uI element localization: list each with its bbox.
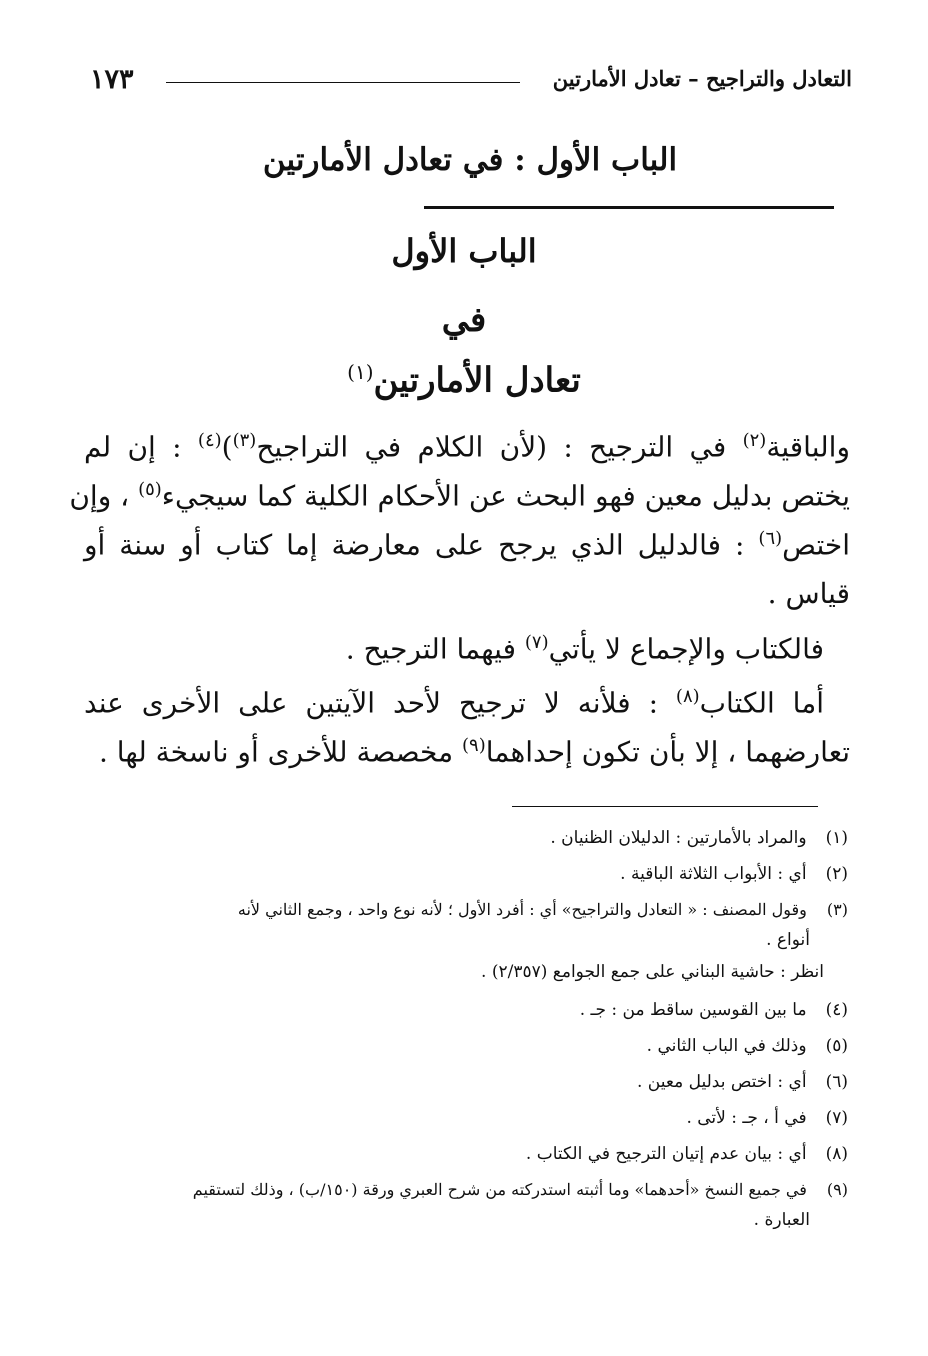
body-text: فيهما الترجيح . bbox=[345, 632, 525, 666]
footnote-text: أي : بيان عدم إتيان الترجيح في الكتاب . bbox=[525, 1144, 807, 1164]
footnote bbox=[82, 1000, 848, 1020]
footnote-number: (٧) bbox=[825, 1108, 848, 1128]
footnote-continuation: انظر : حاشية البناني على جمع الجوامع (٢/٣٥٧) . bbox=[481, 962, 824, 982]
running-head-rule bbox=[166, 82, 520, 83]
footnote-number: (٩) bbox=[826, 1180, 848, 1199]
body-text: : إن لم bbox=[84, 430, 198, 464]
body-line bbox=[84, 528, 850, 561]
footnote bbox=[82, 1108, 848, 1128]
footnote-ref-8: (٨) bbox=[675, 686, 700, 707]
footnote-ref-7: (٧) bbox=[524, 632, 549, 653]
body-text: ، وإن bbox=[69, 479, 139, 513]
footnote-number: (١) bbox=[825, 828, 848, 848]
footnote-number: (٨) bbox=[825, 1144, 848, 1164]
footnote-text: في أ ، جـ : لأتى . bbox=[686, 1108, 807, 1128]
body-text: : فالدليل الذي يرجح على معارضة إما كتاب أو سنة أو bbox=[84, 528, 759, 562]
body-text: يختص بدليل معين فهو البحث عن الأحكام الكلية كما سيجيء bbox=[161, 479, 850, 513]
title-line-3-text: تعادل الأمارتين bbox=[373, 360, 581, 401]
running-head bbox=[78, 66, 852, 100]
body-line bbox=[84, 632, 824, 665]
footnote-text: أي : اختص بدليل معين . bbox=[637, 1072, 807, 1092]
body-line bbox=[69, 479, 850, 513]
footnote-text: ما بين القوسين ساقط من : جـ . bbox=[579, 1000, 807, 1020]
footnote-ref-9: (٩) bbox=[462, 735, 486, 756]
footnote-continuation: أنواع . bbox=[766, 930, 810, 950]
footnote-ref-3: (٣) bbox=[232, 430, 257, 451]
footnote bbox=[82, 828, 848, 848]
footnote-text: والمراد بالأمارتين : الدليلان الظنيان . bbox=[550, 828, 807, 848]
footnote-number: (٢) bbox=[825, 864, 848, 884]
page-number: ١٧٣ bbox=[90, 64, 134, 95]
body-line bbox=[84, 430, 850, 463]
chapter-heading: الباب الأول : في تعادل الأمارتين bbox=[262, 142, 678, 178]
body-text: في الترجيح : (لأن الكلام في التراجيح bbox=[256, 430, 743, 464]
footnote-number: (٤) bbox=[825, 1000, 848, 1020]
footnote bbox=[82, 900, 848, 919]
footnote-text: وذلك في الباب الثاني . bbox=[646, 1036, 807, 1056]
footnote-text: في جميع النسخ «أحدهما» وما أثبته استدركته من شرح العبري ورقة (١٥٠/ب) ، وذلك لتستقيم bbox=[192, 1180, 807, 1199]
footnote-continuation: العبارة . bbox=[753, 1210, 810, 1230]
footnote-ref-6: (٦) bbox=[758, 528, 783, 549]
body-text: ) bbox=[221, 430, 233, 464]
footnote bbox=[82, 864, 848, 884]
footnote-ref-5: (٥) bbox=[138, 479, 162, 500]
footnote bbox=[82, 1180, 848, 1199]
footnote-ref-2: (٢) bbox=[742, 430, 767, 451]
footnote-text: أي : الأبواب الثلاثة الباقية . bbox=[620, 864, 807, 884]
footnote bbox=[82, 1144, 848, 1164]
footnote-number: (٦) bbox=[825, 1072, 848, 1092]
body-line: قياس . bbox=[767, 577, 850, 610]
running-title: التعادل والتراجيح – تعادل الأمارتين bbox=[552, 66, 852, 91]
footnote bbox=[82, 1072, 848, 1092]
body-line bbox=[84, 686, 824, 719]
body-text: أما الكتاب bbox=[699, 686, 824, 720]
body-text: فالكتاب والإجماع لا يأتي bbox=[548, 632, 824, 666]
body-text: : فلأنه لا ترجيح لأحد الآيتين على الأخرى عند bbox=[84, 686, 676, 720]
title-line-2: في bbox=[441, 300, 487, 340]
footnote-number: (٥) bbox=[825, 1036, 848, 1056]
footnote-number: (٣) bbox=[826, 900, 848, 919]
title-line-3 bbox=[0, 360, 928, 400]
body-text: اختص bbox=[782, 528, 850, 562]
footnote-rule bbox=[512, 806, 818, 807]
title-line-1: الباب الأول bbox=[391, 232, 537, 270]
footnote bbox=[82, 1036, 848, 1056]
body-line bbox=[84, 735, 850, 768]
footnote-text: وقول المصنف : « التعادل والتراجيح» أي : أفرد الأول ؛ لأنه نوع واحد ، وجمع الثاني لأنه bbox=[237, 900, 807, 919]
body-text: والباقية bbox=[766, 430, 850, 464]
body-text: تعارضهما ، إلا بأن تكون إحداهما bbox=[485, 735, 850, 769]
chapter-heading-rule bbox=[424, 206, 834, 209]
body-text: مخصصة للأخرى أو ناسخة لها . bbox=[98, 735, 462, 769]
footnote-ref-1: (١) bbox=[347, 360, 374, 384]
footnote-ref-4: (٤) bbox=[197, 430, 222, 451]
